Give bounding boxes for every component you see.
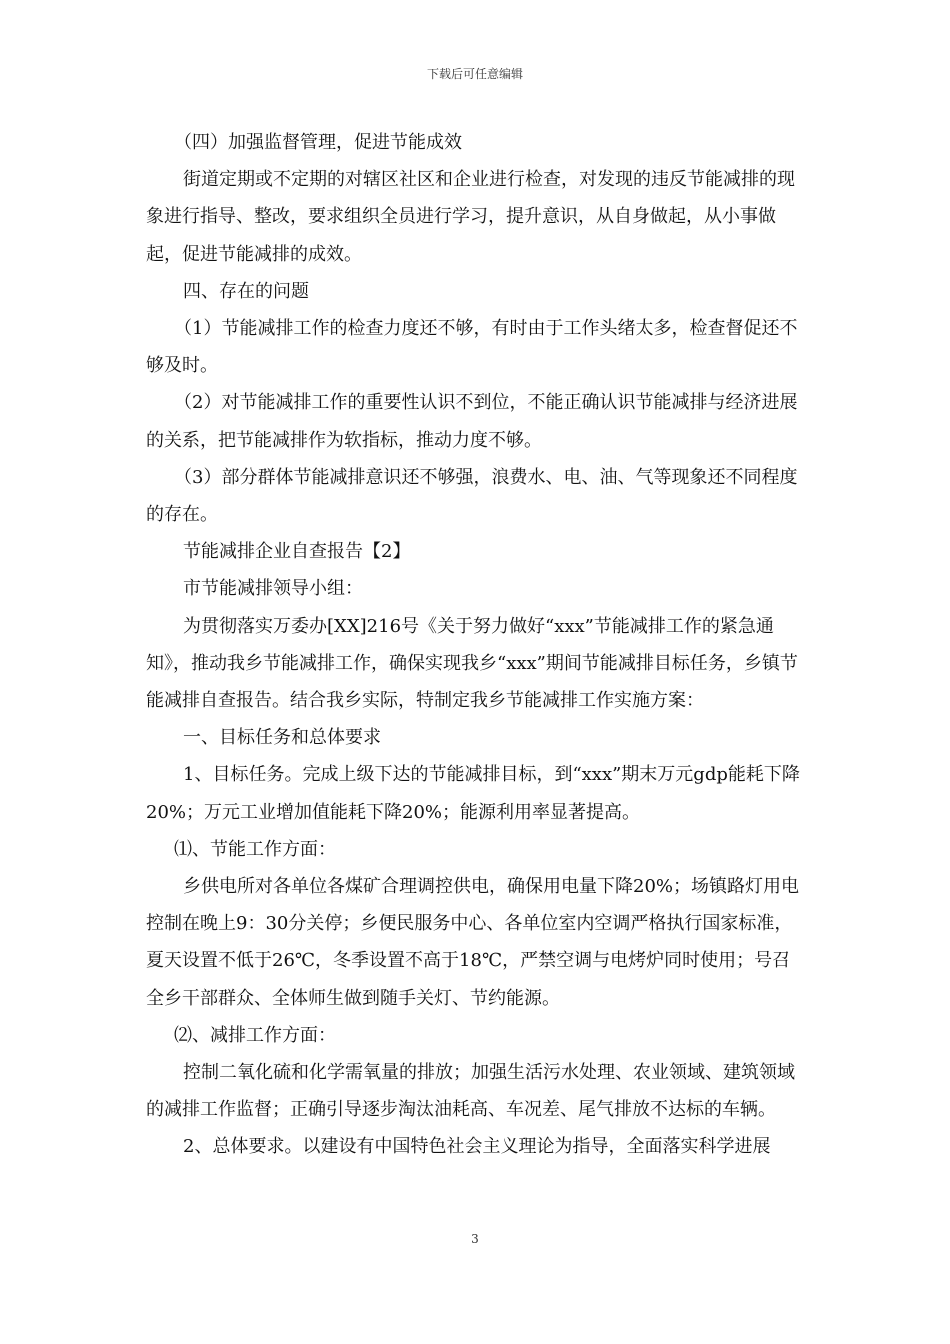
section-heading: 四、存在的问题 xyxy=(183,280,309,302)
paragraph: 街道定期或不定期的对辖区社区和企业进行检查，对发现的违反节能减排的现象进行指导、整改，要求组织全员进行学习，提升意识，从自身做起，从小事做起，促进节能减排的成效。 xyxy=(146,169,795,265)
paragraph: 1、目标任务。完成上级下达的节能减排目标，到“xxx”期末万元gdp能耗下降20%；万元工业增加值能耗下降20%；能源利用率显著提高。 xyxy=(146,764,800,823)
salutation: 市节能减排领导小组： xyxy=(183,578,363,600)
section-heading: （四）加强监督管理，促进节能成效 xyxy=(174,132,462,153)
report-title: 节能减排企业自查报告【2】 xyxy=(183,541,411,563)
paragraph: 乡供电所对各单位各煤矿合理调控供电，确保用电量下降20%；场镇路灯用电控制在晚上9：30分关停；乡便民服务中心、各单位室内空调严格执行国家标准，夏天设置不低于26℃，冬季设置不高于18℃，严禁空调与电烤炉同时使用；号召全乡干部群众、全体师生做到随手关灯、节约能源。 xyxy=(146,876,800,1009)
paragraph: 2、总体要求。以建设有中国特色社会主义理论为指导，全面落实科学进展 xyxy=(183,1136,771,1158)
paragraph: 控制二氧化硫和化学需氧量的排放；加强生活污水处理、农业领域、建筑领域的减排工作监督；正确引导逐步淘汰油耗高、车况差、尾气排放不达标的车辆。 xyxy=(146,1062,795,1121)
subsection-heading: ⑴、节能工作方面： xyxy=(174,838,336,860)
section-heading: 一、目标任务和总体要求 xyxy=(183,727,381,749)
document-body xyxy=(146,124,806,1166)
list-item: （2）对节能减排工作的重要性认识不到位，不能正确认识节能减排与经济进展的关系，把节能减排作为软指标，推动力度不够。 xyxy=(146,392,798,451)
list-item: （1）节能减排工作的检查力度还不够，有时由于工作头绪太多，检查督促还不够及时。 xyxy=(146,318,798,377)
list-item: （3）部分群体节能减排意识还不够强，浪费水、电、油、气等现象还不同程度的存在。 xyxy=(146,466,798,526)
page-header: 下载后可任意编辑 xyxy=(426,67,523,81)
paragraph: 为贯彻落实万委办[XX]216号《关于努力做好“xxx”节能减排工作的紧急通知》，推动我乡节能减排工作，确保实现我乡“xxx”期间节能减排目标任务，乡镇节能减排自查报告。结合我乡实际，特制定我乡节能减排工作实施方案： xyxy=(146,615,798,712)
page-number: 3 xyxy=(471,1232,479,1246)
subsection-heading: ⑵、减排工作方面： xyxy=(174,1024,336,1046)
